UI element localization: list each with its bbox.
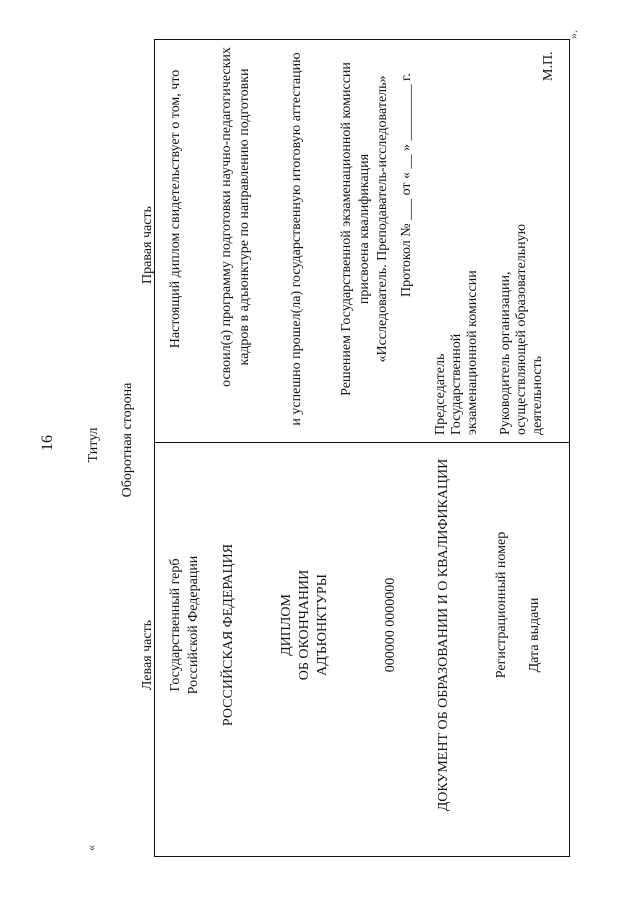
program-text-2: кадров в адъюнктуре по направлению подготовки (237, 68, 252, 366)
head-label-2: осуществляющей образовательную (514, 223, 529, 435)
diploma-title-3: АДЪЮНКТУРЫ (315, 574, 330, 676)
chair-label-2: Государственной (449, 333, 464, 435)
chair-label-1: Председатель (433, 353, 448, 435)
program-text-1: освоил(а) программу подготовки научно-педагогических (219, 47, 234, 387)
certifies-text: Настоящий диплом свидетельствует о том, что (168, 69, 183, 349)
center-divider (154, 442, 570, 443)
diploma-title-1: ДИПЛОМ (279, 594, 294, 656)
decision-text-3: «Исследователь. Преподаватель-исследователь» (375, 75, 390, 363)
seal-label: М.П. (541, 51, 556, 81)
diploma-title-2: ОБ ОКОНЧАНИИ (297, 569, 312, 681)
decision-text-2: присвоена квалификация (357, 153, 372, 305)
protocol-line: Протокол № ___ от « __ » ________ г. (399, 73, 414, 297)
decision-text-1: Решением Государственной экзаменационной комиссии (339, 62, 354, 396)
coat-of-arms-label: Государственный герб (168, 558, 183, 692)
left-part-header: Левая часть (140, 619, 155, 691)
document-type: ДОКУМЕНТ ОБ ОБРАЗОВАНИИ И О КВАЛИФИКАЦИИ (436, 458, 451, 812)
page-number: 16 (39, 435, 56, 451)
diploma-number: 000000 0000000 (383, 577, 398, 673)
right-part-header: Правая часть (140, 206, 155, 284)
back-side-label: Оборотная сторона (120, 382, 135, 498)
country-name: РОССИЙСКАЯ ФЕДЕРАЦИЯ (221, 543, 236, 727)
issue-date-label: Дата выдачи (527, 597, 542, 673)
quote-close-mark: ». (566, 30, 580, 39)
head-label-1: Руководитель организации, (498, 271, 513, 435)
chair-label-3: экзаменационной комиссии (465, 270, 480, 435)
passed-text: и успешно прошел(ла) государственную итоговую аттестацию (289, 52, 304, 426)
registration-number-label: Регистрационный номер (494, 531, 509, 679)
coat-of-arms-label-2: Российской Федерации (186, 555, 201, 695)
quote-open-mark: « (84, 845, 98, 851)
page-title: Титул (86, 427, 101, 463)
head-label-3: деятельность (530, 355, 545, 435)
